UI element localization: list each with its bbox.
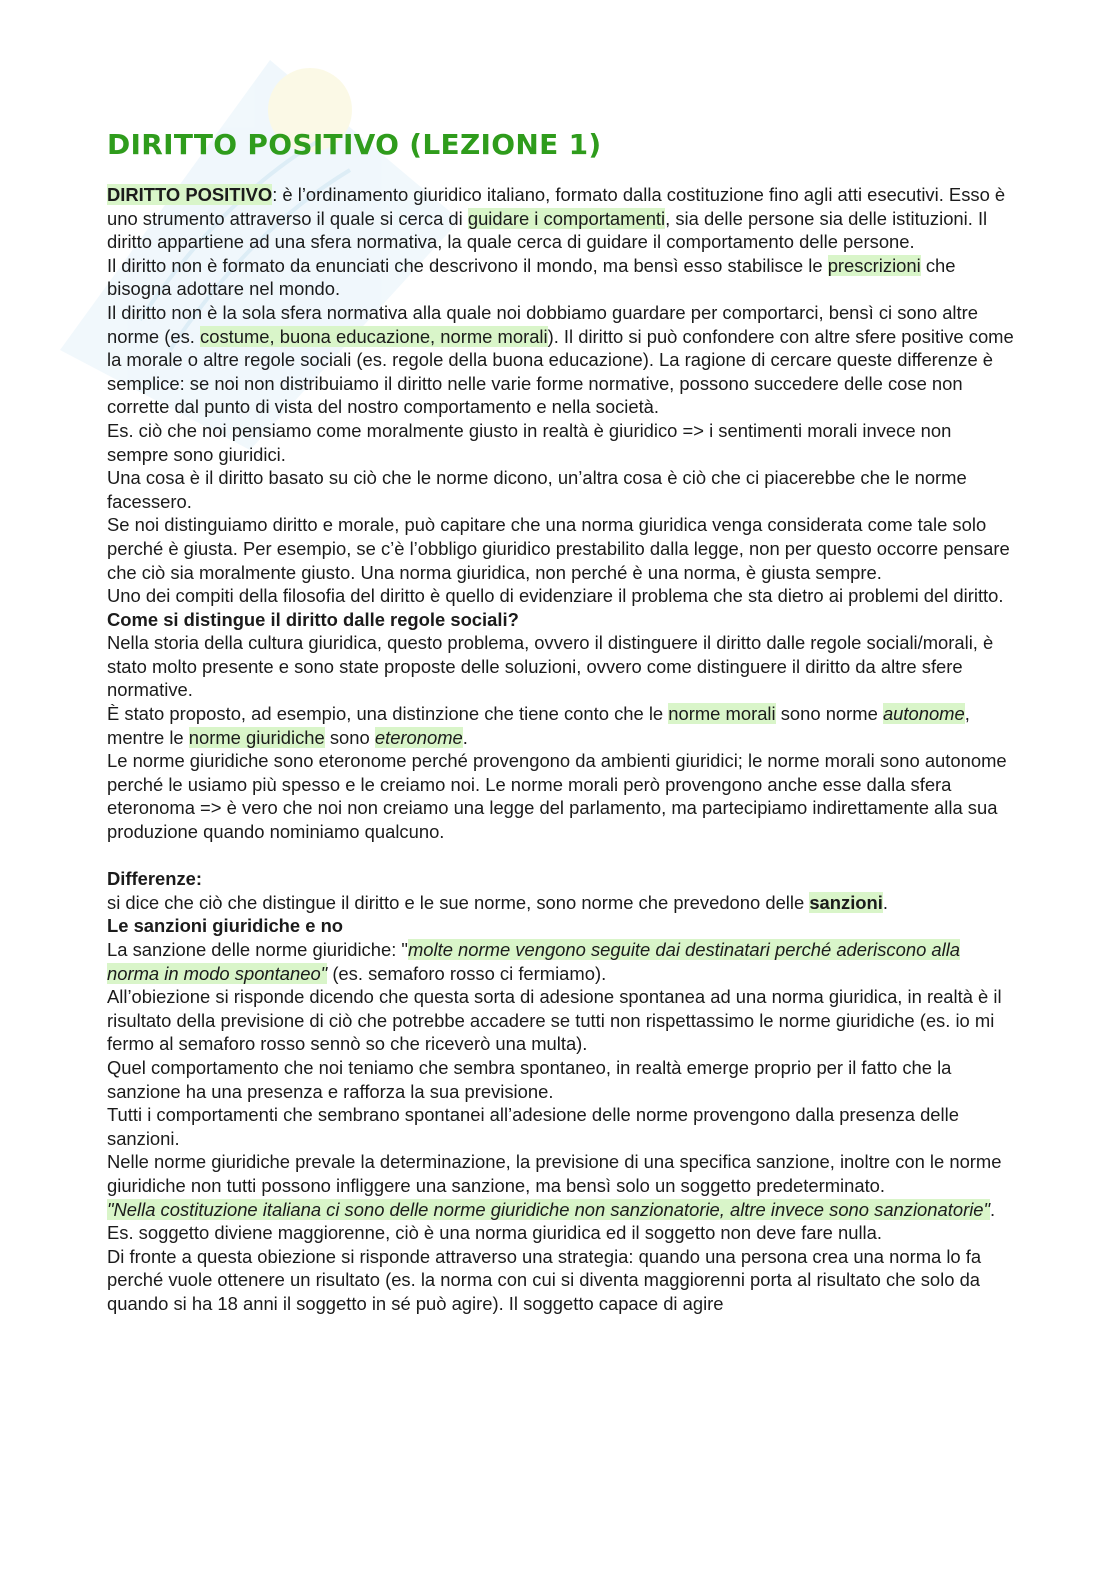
term-highlight: DIRITTO POSITIVO [107, 184, 273, 205]
paragraph: Il diritto non è formato da enunciati che descrivono il mondo, ma bensì esso stabilisce le prescrizioni che bisogna adottare nel mondo. [107, 254, 956, 300]
section-heading: Le sanzioni giuridiche e no [107, 915, 344, 937]
paragraph: DIRITTO POSITIVO: è l’ordinamento giuridico italiano, formato dalla costituzione fino agli atti esecutivi. Esso è uno strumento attraverso il quale si cerca di guidare i comportamenti, sia delle persone sia delle istituzioni. Il diritto appartiene ad una sfera normativa, la quale cerca di guidare il comportamento delle persone. [107, 184, 1006, 253]
section-heading: Come si distingue il diritto dalle regole sociali? [107, 608, 519, 630]
paragraph: Il diritto non è la sola sfera normativa alla quale noi dobbiamo guardare per comportarci, bensì ci sono altre norme (es. costume, buona educazione, norme morali). Il diritto si può confondere con altre sfere positive come la morale o altre regole sociali (es. regole della buona educazione). La ragione di cercare queste differenze è semplice: se noi non distribuiamo il diritto nelle varie forme normative, possono succedere delle cose non corrette dal punto di vista del nostro comportamento e nella società. [107, 301, 1014, 418]
text-highlight: norme morali [668, 703, 776, 725]
document-page [107, 128, 1017, 1316]
paragraph: La sanzione delle norme giuridiche: "molte norme vengono seguite dai destinatari perché aderiscono alla norma in modo spontaneo" (es. semaforo rosso ci fermiamo). [107, 939, 961, 984]
paragraph: Es. ciò che noi pensiamo come moralmente giusto in realtà è giuridico => i sentimenti morali invece non sempre sono giuridici. [107, 419, 952, 465]
paragraph: Uno dei compiti della filosofia del diritto è quello di evidenziare il problema che sta dietro ai problemi del diritto. [107, 585, 1004, 607]
paragraph: Es. soggetto diviene maggiorenne, ciò è una norma giuridica ed il soggetto non deve fare nulla. [107, 1222, 882, 1244]
text-highlight: prescrizioni [827, 254, 921, 276]
paragraph: Le norme giuridiche sono eteronome perché provengono da ambienti giuridici; le norme morali sono autonome perché le usiamo più spesso e le creiamo noi. Le norme morali però provengono anche esse dalla sfera eteronoma => è vero che noi non creiamo una legge del parlamento, ma partecipiamo indirettamente alla sua produzione quando nominiamo qualcuno. [107, 750, 1007, 843]
paragraph: si dice che ciò che distingue il diritto e le sue norme, sono norme che prevedono delle sanzioni. [107, 891, 889, 913]
text-highlight: costume, buona educazione, norme morali [200, 325, 548, 347]
text-highlight: guidare i comportamenti [467, 207, 666, 229]
paragraph: "Nella costituzione italiana ci sono delle norme giuridiche non sanzionatorie, altre invece sono sanzionatorie". [107, 1198, 996, 1220]
quote-highlight: "Nella costituzione italiana ci sono delle norme giuridiche non sanzionatorie, altre invece sono sanzionatorie" [107, 1198, 991, 1220]
text-highlight: autonome [882, 703, 965, 725]
blank-line [107, 844, 1017, 868]
paragraph: È stato proposto, ad esempio, una distinzione che tiene conto che le norme morali sono norme autonome, mentre le norme giuridiche sono eteronome. [107, 703, 970, 748]
section-heading: Differenze: [107, 868, 203, 890]
page-title: DIRITTO POSITIVO (LEZIONE 1) [107, 128, 602, 161]
paragraph: All’obiezione si risponde dicendo che questa sorta di adesione spontanea ad una norma giuridica, in realtà è il risultato della previsione di ciò che potrebbe accadere se tutti non rispettassimo le norme giuridiche (es. io mi fermo al semaforo rosso sennò so che riceverò una multa). [107, 986, 1002, 1055]
paragraph: Nelle norme giuridiche prevale la determinazione, la previsione di una specifica sanzione, inoltre con le norme giuridiche non tutti possono infliggere una sanzione, ma bensì solo un soggetto predeterminato. [107, 1151, 1002, 1196]
text-highlight: norme giuridiche [188, 726, 325, 748]
text-highlight: eteronome [374, 726, 463, 748]
paragraph: Quel comportamento che noi teniamo che sembra spontaneo, in realtà emerge proprio per il fatto che la sanzione ha una presenza e rafforza la sua previsione. [107, 1056, 952, 1102]
quote-highlight: molte norme vengono seguite dai destinatari perché aderiscono alla norma in modo spontaneo" [107, 939, 961, 984]
document-body [107, 183, 1017, 1316]
paragraph: Se noi distinguiamo diritto e morale, può capitare che una norma giuridica venga considerata come tale solo perché è giusta. Per esempio, se c’è l’obbligo giuridico prestabilito dalla legge, non per questo occorre pensare che ciò sia moralmente giusto. Una norma giuridica, non perché è una norma, è giusta sempre. [107, 514, 1010, 583]
paragraph: Nella storia della cultura giuridica, questo problema, ovvero il distinguere il diritto dalle regole sociali/morali, è stato molto presente e sono state proposte delle soluzioni, ovvero come distinguere il diritto da altre sfere normative. [107, 632, 994, 701]
paragraph: Una cosa è il diritto basato su ciò che le norme dicono, un’altra cosa è ciò che ci piacerebbe che le norme facessero. [107, 467, 967, 512]
text-highlight: sanzioni [809, 891, 883, 913]
paragraph: Tutti i comportamenti che sembrano spontanei all’adesione delle norme provengono dalla presenza delle sanzioni. [107, 1104, 959, 1149]
paragraph: Di fronte a questa obiezione si risponde attraverso una strategia: quando una persona crea una norma lo fa perché vuole ottenere un risultato (es. la norma con cui si diventa maggiorenni porta al risultato che solo da quando si ha 18 anni il soggetto in sé può agire). Il soggetto capace di agire [107, 1245, 982, 1314]
